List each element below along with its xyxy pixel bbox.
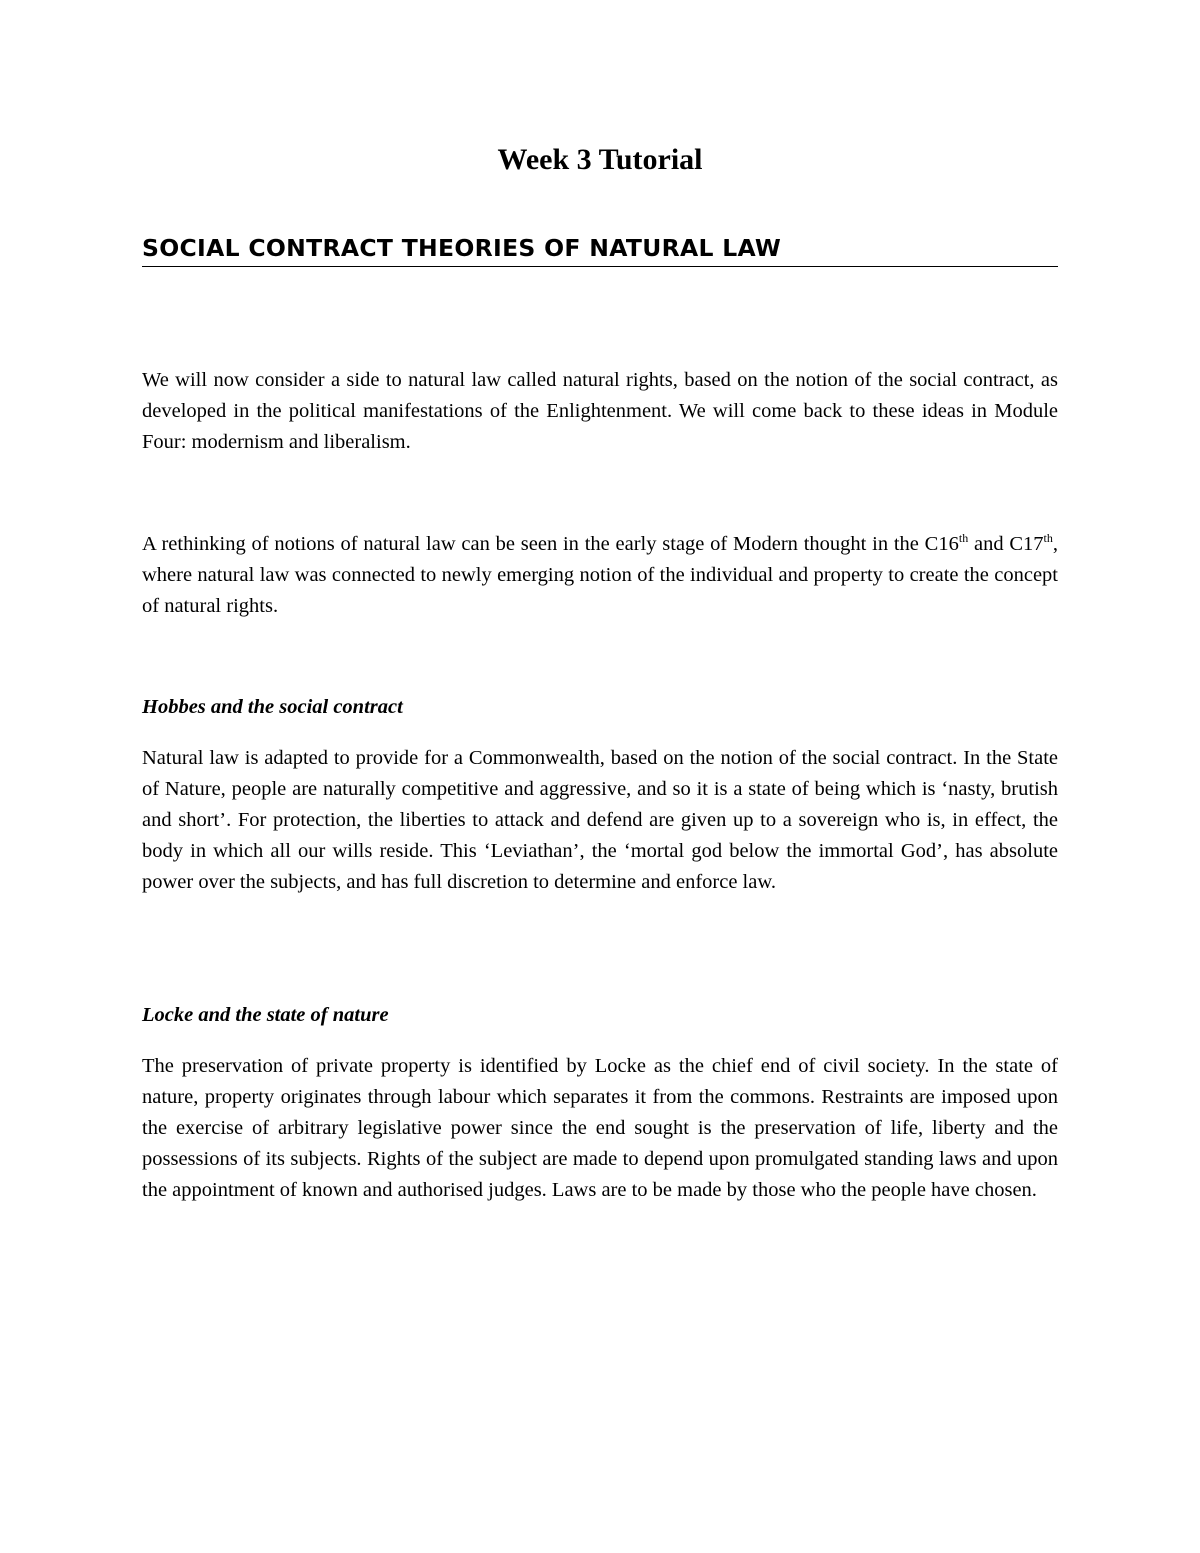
hobbes-subheading: Hobbes and the social contract [142,696,403,718]
rethinking-paragraph [142,529,1058,622]
rethinking-text-part1: A rethinking of notions of natural law can be seen in the early stage of Modern thought in the C16 [142,533,959,555]
page-title: Week 3 Tutorial [497,143,703,176]
locke-subheading: Locke and the state of nature [142,1004,389,1026]
locke-paragraph: The preservation of private property is identified by Locke as the chief end of civil society. In the state of nature, property originates through labour which separates it from the commons. Restraints are imposed upon the exercise of arbitrary legislative power since the end sought is the preservation of life, liberty and the possessions of its subjects. Rights of the subject are made to depend upon promulgated standing laws and upon the appointment of known and authorised judges. Laws are to be made by those who the people have chosen. [142,1055,1058,1201]
rethinking-text-part3: , where natural law was connected to newly emerging notion of the individual and property to create the concept of natural rights. [142,533,1059,617]
section-heading: SOCIAL CONTRACT THEORIES OF NATURAL LAW [142,230,1058,267]
rethinking-text-part2: and C17 [968,533,1044,555]
hobbes-paragraph: Natural law is adapted to provide for a Commonwealth, based on the notion of the social contract. In the State of Nature, people are naturally competitive and aggressive, and so it is a state of being which is ‘nasty, brutish and short’. For protection, the liberties to attack and defend are given up to a sovereign who is, in effect, the body in which all our wills reside. This ‘Leviathan’, the ‘mortal god below the immortal God’, has absolute power over the subjects, and has full discretion to determine and enforce law. [142,747,1058,893]
superscript-th-17: th [1043,531,1053,546]
superscript-th-16: th [958,531,969,546]
intro-paragraph: We will now consider a side to natural law called natural rights, based on the notion of the social contract, as developed in the political manifestations of the Enlightenment. We will come back to these ideas in Module Four: modernism and liberalism. [142,369,1058,453]
